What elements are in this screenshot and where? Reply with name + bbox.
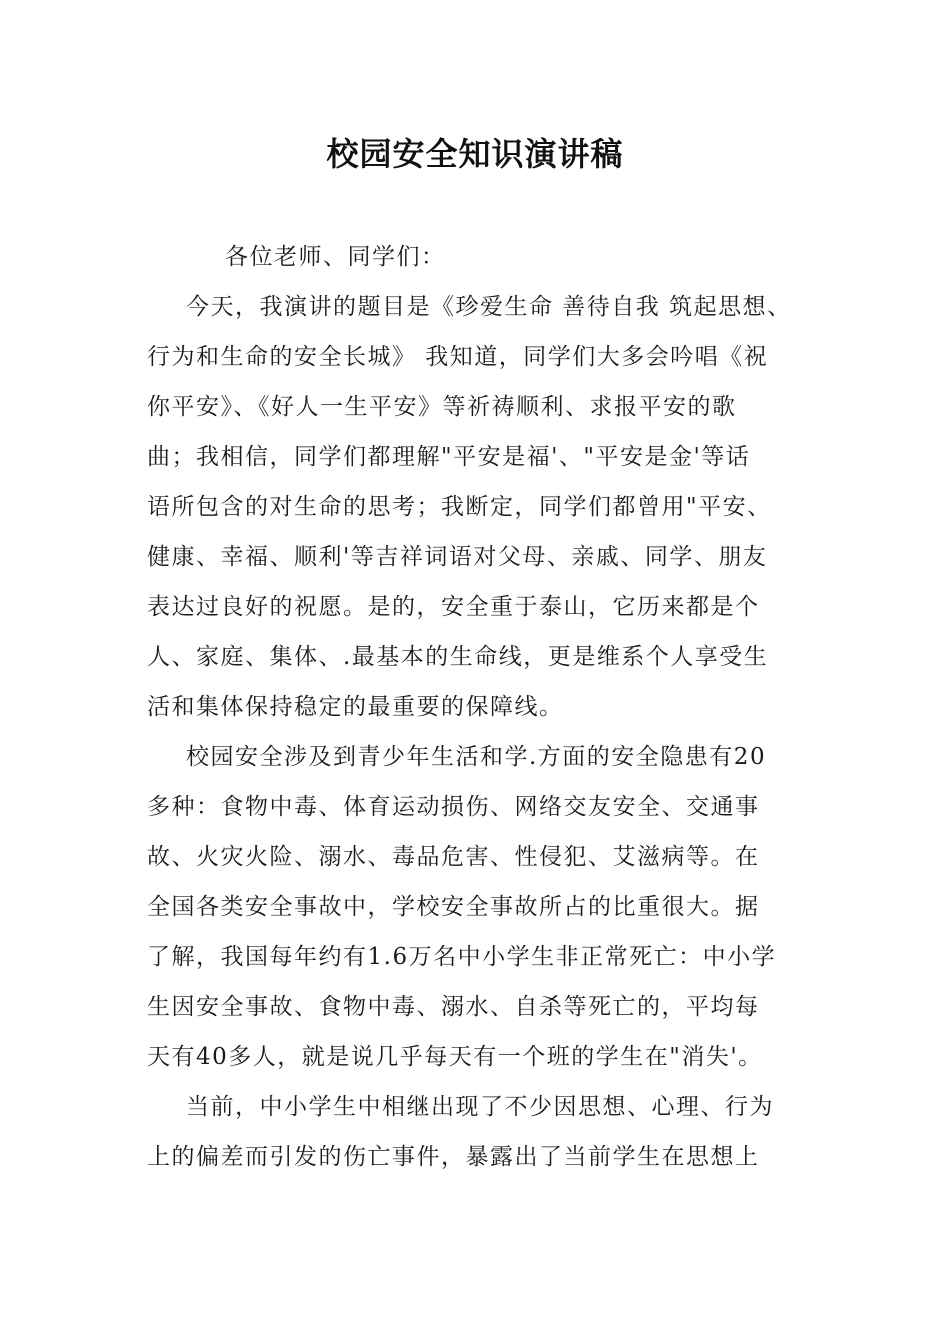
paragraph-line: 活和集体保持稳定的最重要的保障线。: [147, 694, 564, 720]
paragraph-line: 天有40多人，就是说几乎每天有一个班的学生在"消失'。: [147, 1044, 763, 1070]
paragraph-line: 今天，我演讲的题目是《珍爱生命 善待自我 筑起思想、: [186, 294, 792, 320]
document-title: 校园安全知识演讲稿: [326, 135, 624, 173]
paragraph-line: 行为和生命的安全长城》 我知道，同学们大多会吟唱《祝: [147, 344, 769, 370]
paragraph-line: 人、家庭、集体、.最基本的生命线，更是维系个人享受生: [147, 644, 769, 670]
salutation-line: 各位老师、同学们：: [225, 244, 446, 270]
paragraph-line: 健康、幸福、顺利'等吉祥词语对父母、亲戚、同学、朋友: [147, 544, 768, 570]
paragraph-line: 故、火灾火险、溺水、毒品危害、性侵犯、艾滋病等。在: [147, 844, 760, 870]
paragraph-line: 上的偏差而引发的伤亡事件，暴露出了当前学生在思想上: [147, 1144, 760, 1170]
paragraph-line: 你平安》、《好人一生平安》等祈祷顺利、求报平安的歌: [147, 394, 737, 420]
paragraph-line: 校园安全涉及到青少年生活和学.方面的安全隐患有20: [186, 744, 767, 770]
paragraph-line: 了解，我国每年约有1.6万名中小学生非正常死亡：中小学: [147, 944, 777, 970]
paragraph-line: 当前，中小学生中相继出现了不少因思想、心理、行为: [186, 1094, 774, 1120]
paragraph-line: 表达过良好的祝愿。是的，安全重于泰山，它历来都是个: [147, 594, 760, 620]
paragraph-line: 多种：食物中毒、体育运动损伤、网络交友安全、交通事: [147, 794, 760, 820]
paragraph-line: 全国各类安全事故中，学校安全事故所占的比重很大。据: [147, 894, 760, 920]
paragraph-line: 生因安全事故、食物中毒、溺水、自杀等死亡的，平均每: [147, 994, 760, 1020]
paragraph-line: 曲；我相信，同学们都理解"平安是福'、"平安是金'等话: [147, 444, 751, 470]
paragraph-line: 语所包含的对生命的思考；我断定，同学们都曾用"平安、: [147, 494, 772, 520]
